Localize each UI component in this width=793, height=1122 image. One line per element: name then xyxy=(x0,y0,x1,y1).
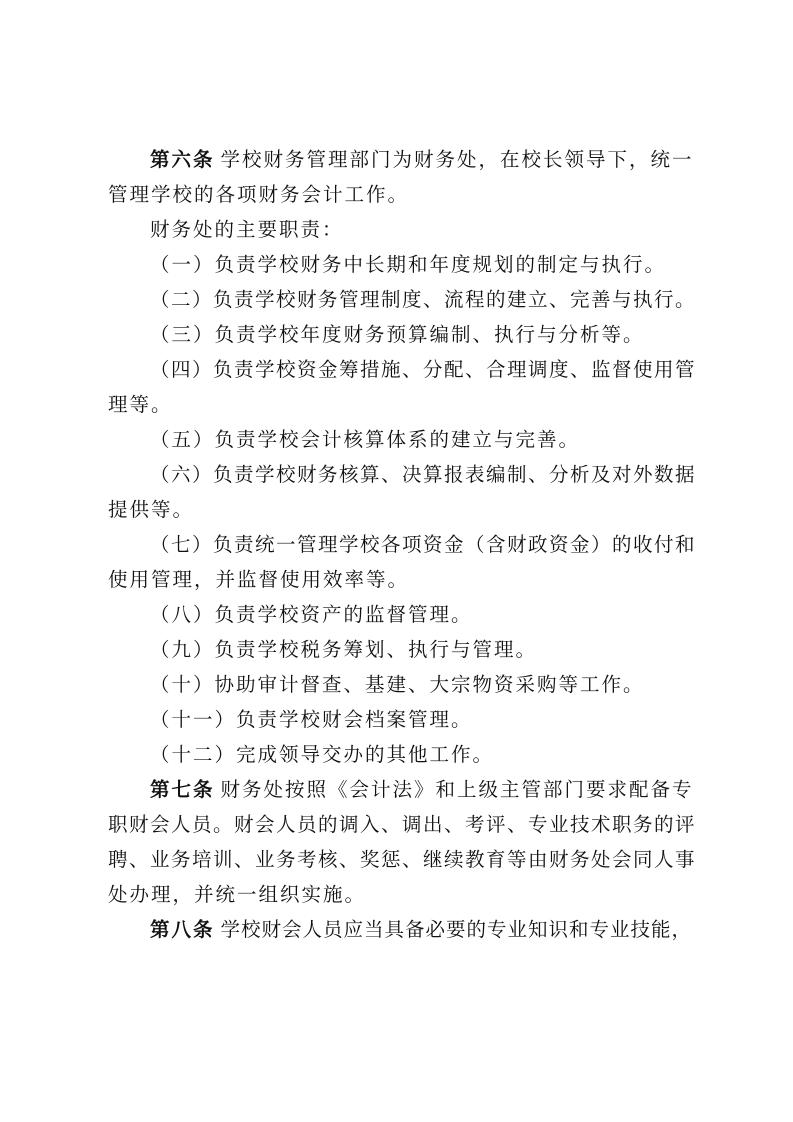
line-text: 职财会人员。财会人员的调入、调出、考评、专业技术职务的评 xyxy=(108,813,697,836)
paragraph-line xyxy=(108,772,698,807)
paragraph-line xyxy=(108,142,698,177)
line-text: （六）负责学校财务核算、决算报表编制、分析及对外数据 xyxy=(150,463,697,486)
paragraph-line xyxy=(108,807,698,842)
paragraph-line xyxy=(108,177,698,212)
line-text: 管理学校的各项财务会计工作。 xyxy=(108,183,410,206)
line-text: （三）负责学校年度财务预算编制、执行与分析等。 xyxy=(150,323,645,346)
line-text: （四）负责学校资金筹措施、分配、合理调度、监督使用管 xyxy=(150,358,697,381)
article-heading: 第八条 xyxy=(150,918,215,941)
line-text: （十一）负责学校财会档案管理。 xyxy=(150,708,473,731)
article-heading: 第六条 xyxy=(150,148,215,171)
line-text: （十二）完成领导交办的其他工作。 xyxy=(150,743,495,766)
list-item-continuation xyxy=(108,387,698,422)
list-item xyxy=(108,247,698,282)
list-item xyxy=(108,597,698,632)
line-text: （八）负责学校资产的监督管理。 xyxy=(150,603,473,626)
list-item xyxy=(108,737,698,772)
line-text: （九）负责学校税务筹划、执行与管理。 xyxy=(150,638,538,661)
list-item xyxy=(108,527,698,562)
list-item xyxy=(108,422,698,457)
list-item xyxy=(108,667,698,702)
line-text: 财务处按照《会计法》和上级主管部门要求配备专 xyxy=(220,778,694,801)
document-body xyxy=(108,142,698,947)
list-item xyxy=(108,317,698,352)
list-item xyxy=(108,632,698,667)
line-text: 理等。 xyxy=(108,393,173,416)
line-text: （五）负责学校会计核算体系的建立与完善。 xyxy=(150,428,581,451)
list-item xyxy=(108,282,698,317)
line-text: （七）负责统一管理学校各项资金（含财政资金）的收付和 xyxy=(150,533,697,556)
paragraph-line xyxy=(108,877,698,912)
line-text: （二）负责学校财务管理制度、流程的建立、完善与执行。 xyxy=(150,288,697,311)
line-text: （十）协助审计督查、基建、大宗物资采购等工作。 xyxy=(150,673,645,696)
line-text: （一）负责学校财务中长期和年度规划的制定与执行。 xyxy=(150,253,667,276)
paragraph-line xyxy=(108,912,698,947)
paragraph-line xyxy=(108,842,698,877)
paragraph-line xyxy=(108,212,698,247)
list-item-continuation xyxy=(108,562,698,597)
line-text: 财务处的主要职责： xyxy=(150,218,344,241)
list-item xyxy=(108,457,698,492)
list-item xyxy=(108,702,698,737)
line-text: 使用管理，并监督使用效率等。 xyxy=(108,568,410,591)
line-text: 处办理，并统一组织实施。 xyxy=(108,883,367,906)
line-text: 提供等。 xyxy=(108,498,195,521)
article-heading: 第七条 xyxy=(150,778,215,801)
list-item xyxy=(108,352,698,387)
line-text: 学校财会人员应当具备必要的专业知识和专业技能， xyxy=(220,918,693,941)
list-item-continuation xyxy=(108,492,698,527)
line-text: 学校财务管理部门为财务处，在校长领导下，统一 xyxy=(220,148,694,171)
line-text: 聘、业务培训、业务考核、奖惩、继续教育等由财务处会同人事 xyxy=(108,848,697,871)
